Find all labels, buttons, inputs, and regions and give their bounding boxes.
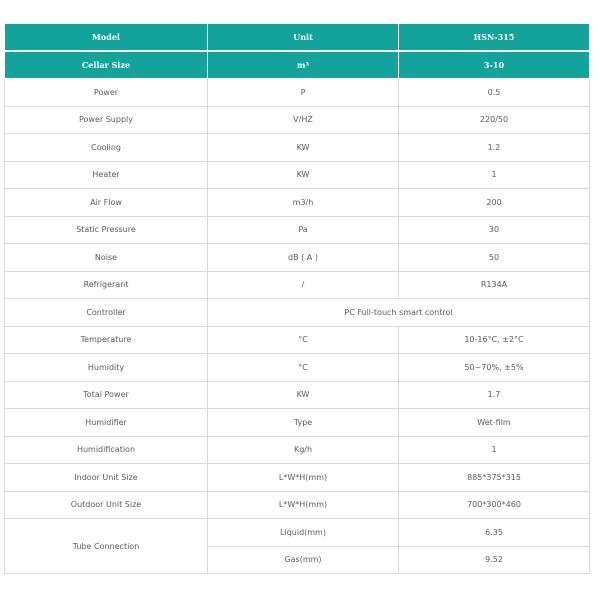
row-label: Temperature [5, 326, 208, 354]
header-row-cellar-size [5, 51, 590, 79]
table-row [5, 106, 590, 134]
header-cell-unit: Unit [208, 24, 399, 52]
row-label: Air Flow [5, 189, 208, 217]
header-cell-value: HSN-315 [399, 24, 590, 52]
row-unit: dB ( A ) [208, 244, 399, 272]
row-unit: °C [208, 354, 399, 382]
row-label: Total Power [5, 381, 208, 409]
row-value: 885*375*315 [399, 464, 590, 492]
row-unit: / [208, 271, 399, 299]
row-unit: Liquid(mm) [208, 519, 399, 547]
table-row-tube-liquid [5, 519, 590, 547]
row-unit: KW [208, 134, 399, 162]
row-value-merged: PC Full-touch smart control [208, 299, 590, 327]
row-label: Refrigerant [5, 271, 208, 299]
row-label: Noise [5, 244, 208, 272]
row-value: 220/50 [399, 106, 590, 134]
table-row [5, 216, 590, 244]
table-row [5, 244, 590, 272]
table-row [5, 354, 590, 382]
row-unit: Kg/h [208, 436, 399, 464]
table-row-controller [5, 299, 590, 327]
row-value: 50~70%, ±5% [399, 354, 590, 382]
row-label: Controller [5, 299, 208, 327]
row-unit: L*W*H(mm) [208, 491, 399, 519]
row-unit: Type [208, 409, 399, 437]
row-label: Indoor Unit Size [5, 464, 208, 492]
row-unit: Pa [208, 216, 399, 244]
row-unit: L*W*H(mm) [208, 464, 399, 492]
row-label-merged: Tube Connection [5, 519, 208, 574]
row-value: 10-16°C, ±2°C [399, 326, 590, 354]
row-unit: KW [208, 381, 399, 409]
header-cell-unit: m³ [208, 51, 399, 79]
row-value: 0.5 [399, 79, 590, 107]
table-row [5, 491, 590, 519]
header-cell-label: Cellar Size [5, 51, 208, 79]
row-label: Power [5, 79, 208, 107]
table-row [5, 464, 590, 492]
row-unit: Gas(mm) [208, 546, 399, 574]
row-unit: P [208, 79, 399, 107]
row-value: 700*300*460 [399, 491, 590, 519]
row-value: 6.35 [399, 519, 590, 547]
row-label: Humidifier [5, 409, 208, 437]
row-value: 1.7 [399, 381, 590, 409]
row-value: 1 [399, 161, 590, 189]
row-value: 30 [399, 216, 590, 244]
row-value: R134A [399, 271, 590, 299]
row-value: 200 [399, 189, 590, 217]
row-label: Humidification [5, 436, 208, 464]
table-row [5, 134, 590, 162]
row-unit: m3/h [208, 189, 399, 217]
row-label: Humidity [5, 354, 208, 382]
row-label: Outdoor Unit Size [5, 491, 208, 519]
row-value: 1.2 [399, 134, 590, 162]
table-row [5, 79, 590, 107]
header-cell-label: Model [5, 24, 208, 52]
row-label: Static Pressure [5, 216, 208, 244]
row-unit: °C [208, 326, 399, 354]
spec-table [4, 23, 590, 574]
row-label: Cooling [5, 134, 208, 162]
table-row [5, 189, 590, 217]
row-value: 1 [399, 436, 590, 464]
row-value: 9.52 [399, 546, 590, 574]
header-row-model [5, 24, 590, 52]
table-row [5, 409, 590, 437]
row-value: 50 [399, 244, 590, 272]
row-label: Power Supply [5, 106, 208, 134]
table-row [5, 381, 590, 409]
row-unit: KW [208, 161, 399, 189]
table-row [5, 161, 590, 189]
table-row [5, 326, 590, 354]
table-row [5, 271, 590, 299]
row-unit: V/HZ [208, 106, 399, 134]
row-value: Wet-film [399, 409, 590, 437]
header-cell-value: 3-10 [399, 51, 590, 79]
table-row [5, 436, 590, 464]
row-label: Heater [5, 161, 208, 189]
